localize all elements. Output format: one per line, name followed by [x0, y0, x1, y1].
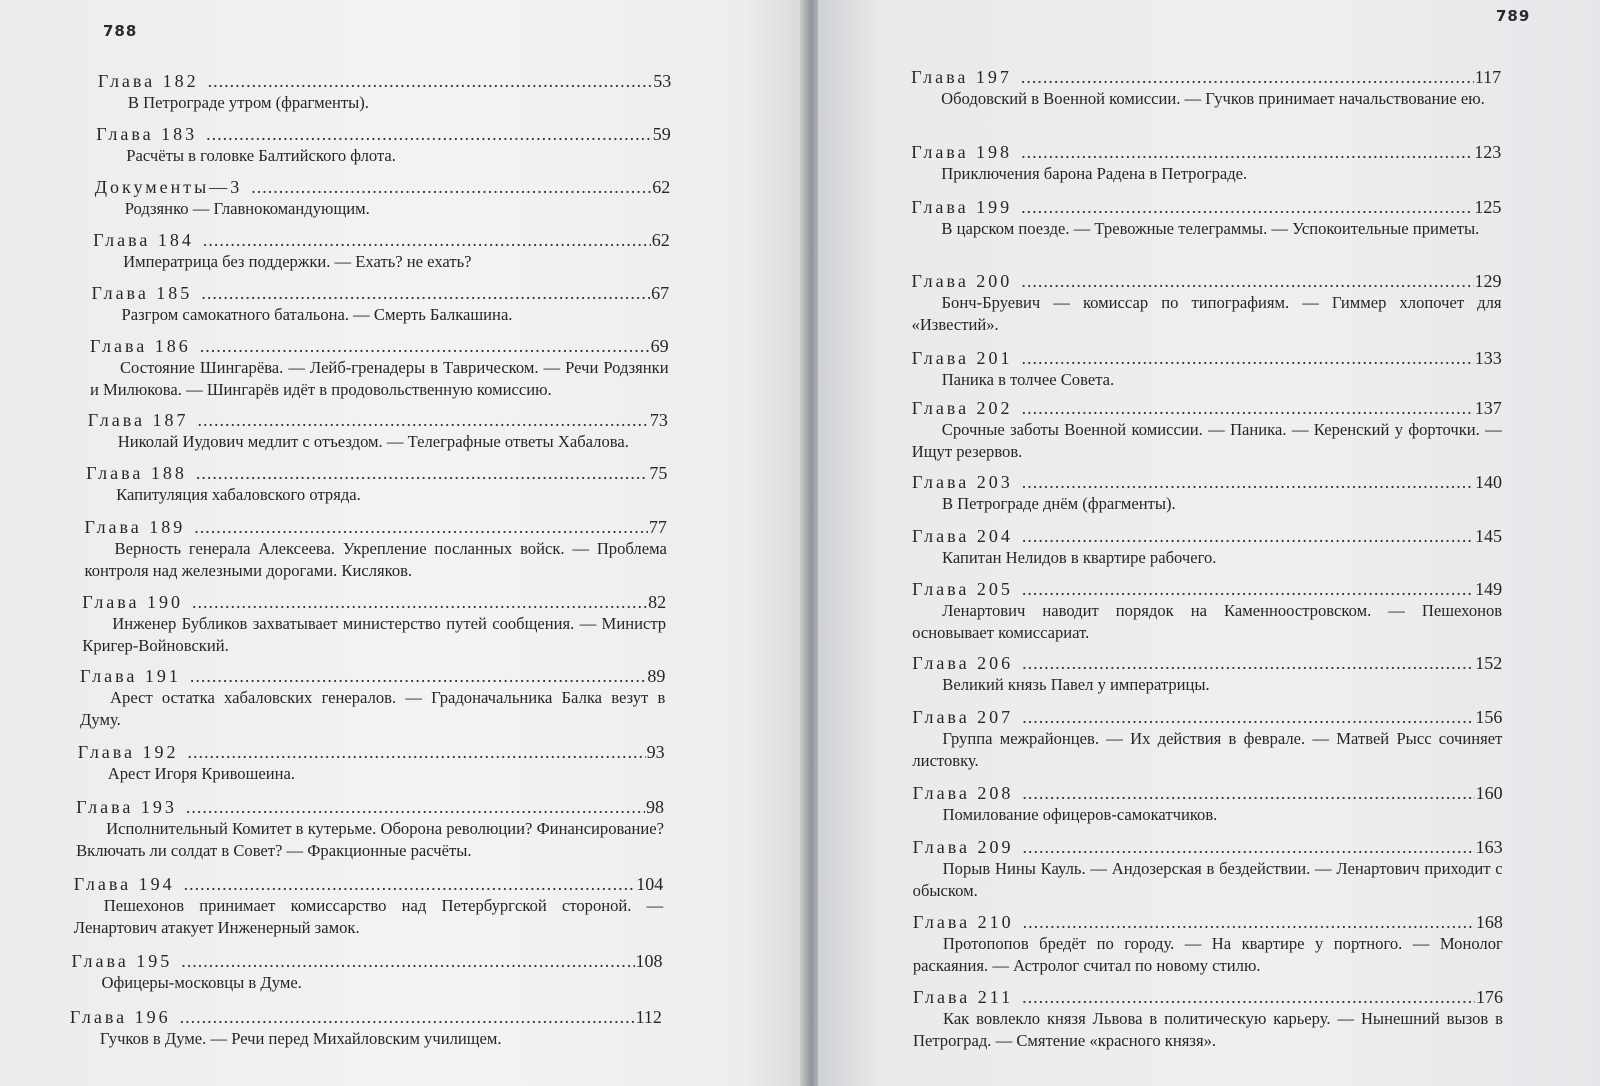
chapter-page-number: 104 — [636, 874, 664, 894]
chapter-label: Глава 191 — [80, 666, 181, 686]
toc-entry-heading — [913, 782, 1503, 804]
dot-leader — [192, 591, 647, 613]
toc-entry-heading — [913, 836, 1503, 858]
chapter-summary-text: Николай Иудович медлит с отъездом. — Телеграфные ответы Хабалова. — [117, 432, 629, 451]
chapter-summary — [96, 145, 670, 167]
chapter-summary-text: Верность генерала Алексеева. Укрепление посланных войск. — Проблема контроля над железными дорогами. Кисляков. — [84, 539, 667, 580]
chapter-summary-text: Паника в толчее Совета. — [941, 370, 1115, 389]
chapter-summary-text: В царском поезде. — Тревожные телеграммы. — Успокоительные приметы. — [941, 219, 1480, 238]
chapter-label: Глава 198 — [911, 142, 1013, 162]
toc-entry — [72, 950, 663, 994]
chapter-summary — [78, 763, 665, 785]
chapter-label: Глава 210 — [912, 912, 1014, 932]
chapter-summary — [88, 431, 668, 453]
toc-entry — [911, 196, 1501, 240]
toc-entry-heading — [911, 196, 1501, 218]
chapter-summary — [72, 972, 663, 994]
dot-leader — [1022, 836, 1474, 858]
toc-entry-heading — [95, 176, 671, 198]
chapter-summary-text: В Петрограде днём (фрагменты). — [941, 494, 1176, 513]
chapter-summary-text: Состояние Шингарёва. — Лейб-гренадеры в Таврическом. — Речи Родзянки и Милюкова. — Шингарёв идёт в продовольственную комиссию. — [89, 358, 669, 399]
chapter-summary-text: Ободовский в Военной комиссии. — Гучков принимает начальствование ею. — [941, 89, 1485, 108]
toc-entry — [78, 741, 665, 785]
dot-leader — [1022, 397, 1474, 419]
toc-entry-heading — [90, 335, 669, 357]
chapter-page-number: 77 — [648, 517, 667, 537]
chapter-summary-text: Разгром самокатного батальона. — Смерть Балкашина. — [121, 305, 513, 324]
dot-leader — [196, 462, 648, 484]
toc-entry-heading — [96, 123, 670, 145]
chapter-summary — [93, 251, 670, 273]
toc-entry — [912, 652, 1502, 696]
chapter-label: Глава 190 — [82, 592, 184, 612]
chapter-summary-text: Исполнительный Комитет в кутерьме. Оборона революции? Финансирование? Включать ли солдат в Совет? — Фракционные расчёты. — [76, 819, 665, 860]
chapter-label: Глава 195 — [71, 951, 173, 971]
right-page — [818, 0, 1600, 1086]
chapter-label: Глава 192 — [77, 742, 179, 762]
toc-entry — [913, 911, 1503, 977]
chapter-label: Глава 207 — [912, 707, 1014, 727]
toc-entry-heading — [70, 1006, 662, 1028]
chapter-label: Глава 187 — [87, 410, 189, 430]
chapter-summary — [912, 419, 1502, 463]
chapter-label: Глава 202 — [911, 398, 1013, 418]
chapter-page-number: 108 — [635, 951, 663, 971]
dot-leader — [203, 229, 651, 251]
dot-leader — [200, 335, 650, 357]
chapter-summary — [913, 858, 1503, 902]
dot-leader — [1022, 525, 1474, 547]
chapter-summary-text: Помилование офицеров-самокатчиков. — [942, 805, 1218, 824]
toc-entry — [95, 176, 671, 220]
chapter-summary — [95, 198, 671, 220]
toc-entry — [912, 347, 1502, 391]
toc-entry — [70, 1006, 662, 1050]
chapter-page-number: 145 — [1475, 526, 1503, 546]
chapter-summary-text: Ленартович наводит порядок на Каменноостровском. — Пешехонов основывает комиссариат. — [912, 601, 1503, 642]
toc-entry-heading — [911, 66, 1501, 88]
toc-entry — [93, 229, 670, 273]
chapter-summary-text: Гучков в Думе. — Речи перед Михайловским училищем. — [99, 1029, 502, 1048]
toc-entry-heading — [911, 141, 1501, 163]
chapter-page-number: 149 — [1475, 579, 1503, 599]
toc-entry — [911, 141, 1501, 185]
chapter-label: Глава 189 — [84, 517, 186, 537]
chapter-summary — [76, 818, 664, 862]
toc-entry — [80, 665, 665, 731]
chapter-page-number: 125 — [1474, 197, 1502, 217]
chapter-summary-text: Арест остатка хабаловских генералов. — Градоначальника Балка везут в Думу. — [80, 688, 666, 729]
chapter-summary — [912, 728, 1502, 772]
chapter-page-number: 93 — [646, 742, 665, 762]
chapter-label: Глава 197 — [911, 67, 1012, 87]
dot-leader — [190, 665, 647, 687]
chapter-summary-text: Офицеры-московцы в Думе. — [101, 973, 302, 992]
chapter-summary — [82, 613, 666, 657]
chapter-summary — [912, 292, 1502, 336]
chapter-page-number: 133 — [1474, 348, 1502, 368]
chapter-page-number: 62 — [651, 230, 670, 250]
chapter-summary — [913, 933, 1503, 977]
chapter-page-number: 163 — [1475, 837, 1503, 857]
toc-entry — [90, 335, 669, 401]
toc-entry — [96, 123, 670, 167]
toc-entry — [92, 282, 670, 326]
chapter-summary-text: Пешехонов принимает комиссарство над Петербургской стороной. — Ленартович атакует Инженерный замок. — [73, 896, 664, 937]
chapter-summary — [86, 484, 667, 506]
chapter-summary-text: Приключения барона Радена в Петрограде. — [941, 164, 1248, 183]
left-page-number: 788 — [103, 22, 138, 40]
chapter-label: Глава 208 — [912, 783, 1014, 803]
toc-entry — [88, 409, 668, 453]
chapter-label: Глава 204 — [912, 526, 1013, 546]
chapter-label: Глава 185 — [91, 283, 193, 303]
chapter-summary-text: Порыв Нины Кауль. — Андозерская в бездействии. — Ленартович приходит с обыском. — [912, 859, 1503, 900]
chapter-label: Документы—3 — [94, 177, 243, 197]
toc-entry — [911, 66, 1501, 110]
toc-entry-heading — [912, 270, 1502, 292]
dot-leader — [198, 409, 649, 431]
toc-entry — [912, 397, 1502, 463]
toc-entry — [912, 706, 1502, 772]
dot-leader — [1022, 652, 1474, 674]
toc-entry — [98, 70, 671, 114]
dot-leader — [201, 282, 650, 304]
dot-leader — [188, 741, 646, 763]
chapter-summary-text: Капитуляция хабаловского отряда. — [116, 485, 361, 504]
dot-leader — [1021, 270, 1473, 292]
chapter-label: Глава 186 — [89, 336, 191, 356]
toc-entry — [86, 462, 667, 506]
chapter-page-number: 117 — [1474, 67, 1502, 87]
toc-entry — [74, 873, 663, 939]
chapter-summary — [913, 804, 1503, 826]
chapter-summary-text: Срочные заботы Военной комиссии. — Паника. — Керенский у форточки. — Ищут резервов. — [911, 420, 1502, 461]
toc-entry-heading — [80, 665, 665, 687]
toc-entry-heading — [912, 525, 1502, 547]
chapter-summary-text: Бонч-Бруевич — комиссар по типографиям. — Гиммер хлопочет для «Известий». — [911, 293, 1502, 334]
toc-entry-heading — [86, 462, 667, 484]
chapter-page-number: 59 — [652, 124, 671, 144]
chapter-page-number: 152 — [1475, 653, 1503, 673]
chapter-summary-text: Капитан Нелидов в квартире рабочего. — [942, 548, 1217, 567]
chapter-page-number: 75 — [649, 463, 668, 483]
chapter-summary-text: Великий князь Павел у императрицы. — [942, 675, 1210, 694]
dot-leader — [180, 1006, 635, 1028]
toc-entry — [85, 516, 667, 582]
dot-leader — [1022, 706, 1474, 728]
toc-entry — [913, 986, 1503, 1052]
chapter-page-number: 129 — [1474, 271, 1502, 291]
dot-leader — [1022, 578, 1474, 600]
chapter-page-number: 112 — [635, 1007, 662, 1027]
chapter-summary-text: Инженер Бубликов захватывает министерство путей сообщения. — Министр Кригер-Войновский. — [82, 614, 667, 655]
chapter-summary — [913, 1008, 1503, 1052]
dot-leader — [1023, 911, 1475, 933]
chapter-summary-text: Группа межрайонцев. — Их действия в феврале. — Матвей Рысс сочиняет листовку. — [912, 729, 1503, 770]
chapter-summary-text: Императрица без поддержки. — Ехать? не ехать? — [123, 252, 472, 271]
dot-leader — [181, 950, 634, 972]
chapter-label: Глава 184 — [93, 230, 194, 250]
chapter-page-number: 140 — [1474, 472, 1502, 492]
chapter-page-number: 156 — [1475, 707, 1503, 727]
toc-entry-heading — [912, 652, 1502, 674]
chapter-summary — [85, 538, 667, 582]
toc-entry — [912, 578, 1502, 644]
toc-entry — [912, 270, 1502, 336]
dot-leader — [1021, 141, 1473, 163]
toc-entry-heading — [72, 950, 663, 972]
toc-entry-heading — [912, 578, 1502, 600]
toc-entry — [82, 591, 666, 657]
toc-entry-heading — [82, 591, 666, 613]
chapter-label: Глава 200 — [911, 271, 1013, 291]
dot-leader — [1021, 347, 1473, 369]
chapter-page-number: 67 — [651, 283, 670, 303]
chapter-summary — [80, 687, 665, 731]
chapter-page-number: 69 — [650, 336, 669, 356]
toc-entry-heading — [98, 70, 671, 92]
chapter-label: Глава 211 — [912, 987, 1014, 1007]
toc-entry — [913, 782, 1503, 826]
chapter-page-number: 168 — [1475, 912, 1503, 932]
toc-entry — [912, 525, 1502, 569]
toc-entry-heading — [88, 409, 668, 431]
toc-entry-heading — [78, 741, 665, 763]
toc-entry-heading — [912, 471, 1502, 493]
chapter-page-number: 160 — [1475, 783, 1503, 803]
chapter-summary — [912, 600, 1502, 644]
toc-entry-heading — [912, 397, 1502, 419]
chapter-summary — [74, 895, 663, 939]
chapter-page-number: 73 — [649, 410, 668, 430]
toc-entry-heading — [913, 986, 1503, 1008]
dot-leader — [251, 176, 651, 198]
chapter-summary — [92, 304, 670, 326]
toc-entry-heading — [76, 796, 664, 818]
chapter-label: Глава 182 — [97, 71, 199, 91]
toc-entry — [76, 796, 664, 862]
chapter-summary — [911, 218, 1501, 240]
right-page-number: 789 — [1496, 7, 1531, 25]
chapter-label: Глава 183 — [96, 124, 198, 144]
chapter-label: Глава 205 — [912, 579, 1013, 599]
toc-entry-heading — [912, 706, 1502, 728]
dot-leader — [1021, 66, 1474, 88]
chapter-page-number: 98 — [646, 797, 665, 817]
chapter-label: Глава 201 — [911, 348, 1013, 368]
toc-entry-heading — [74, 873, 663, 895]
chapter-label: Глава 193 — [76, 797, 177, 817]
chapter-summary — [98, 92, 671, 114]
dot-leader — [184, 873, 636, 895]
dot-leader — [194, 516, 648, 538]
chapter-summary — [911, 163, 1501, 185]
chapter-label: Глава 209 — [912, 837, 1014, 857]
dot-leader — [186, 796, 645, 818]
chapter-summary — [911, 88, 1501, 110]
toc-entry — [912, 471, 1502, 515]
chapter-summary-text: Как вовлекло князя Львова в политическую карьеру. — Нынешний вызов в Петроград. — Смятение «красного князя». — [912, 1009, 1503, 1050]
chapter-summary-text: Расчёты в головке Балтийского флота. — [126, 146, 396, 165]
dot-leader — [1022, 471, 1474, 493]
dot-leader — [206, 123, 652, 145]
chapter-summary — [70, 1028, 662, 1050]
dot-leader — [1022, 986, 1475, 1008]
chapter-label: Глава 188 — [86, 463, 187, 483]
chapter-summary-text: В Петрограде утром (фрагменты). — [127, 93, 369, 112]
dot-leader — [208, 70, 653, 92]
chapter-page-number: 82 — [648, 592, 667, 612]
toc-entry-heading — [93, 229, 670, 251]
chapter-summary-text: Протопопов бредёт по городу. — На квартире у портного. — Монолог раскаяния. — Астролог считал по новому стилю. — [912, 934, 1503, 975]
toc-entry — [913, 836, 1503, 902]
toc-entry-heading — [85, 516, 667, 538]
dot-leader — [1021, 196, 1473, 218]
chapter-label: Глава 203 — [911, 472, 1013, 492]
chapter-summary — [912, 369, 1502, 391]
chapter-page-number: 176 — [1475, 987, 1503, 1007]
chapter-label: Глава 194 — [73, 874, 175, 894]
chapter-summary-text: Родзянко — Главнокомандующим. — [124, 199, 370, 218]
chapter-summary — [90, 357, 669, 401]
chapter-label: Глава 206 — [912, 653, 1014, 673]
chapter-summary — [912, 547, 1502, 569]
chapter-page-number: 123 — [1474, 142, 1502, 162]
chapter-label: Глава 199 — [911, 197, 1013, 217]
chapter-summary — [912, 493, 1502, 515]
chapter-summary-text: Арест Игоря Кривошеина. — [107, 764, 296, 783]
toc-entry-heading — [912, 347, 1502, 369]
chapter-summary — [912, 674, 1502, 696]
toc-entry-heading — [92, 282, 670, 304]
toc-entry-heading — [913, 911, 1503, 933]
chapter-page-number: 62 — [652, 177, 671, 197]
chapter-page-number: 89 — [647, 666, 666, 686]
chapter-label: Глава 196 — [69, 1007, 171, 1027]
chapter-page-number: 137 — [1474, 398, 1502, 418]
dot-leader — [1022, 782, 1474, 804]
chapter-page-number: 53 — [653, 71, 672, 91]
